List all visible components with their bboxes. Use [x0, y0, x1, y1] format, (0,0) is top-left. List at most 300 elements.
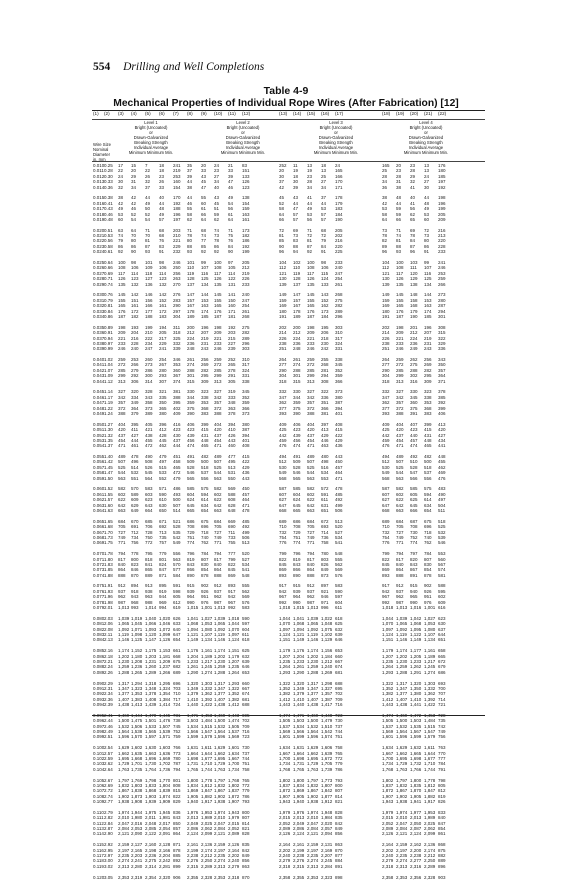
- table-cell: 107: [201, 265, 209, 271]
- table-cell: 327: [396, 389, 404, 395]
- table-cell: 221: [118, 335, 126, 341]
- table-cell: 1,797: [214, 777, 226, 783]
- table-cell: 420: [214, 427, 222, 433]
- table-cell: 518: [424, 464, 432, 470]
- table-cell: 288: [187, 367, 195, 373]
- table-cell: 227: [228, 340, 236, 346]
- wire-size-in: 0.093: [93, 696, 105, 702]
- table-cell: 1,147: [145, 637, 157, 643]
- table-cell: 1,040: [145, 615, 157, 621]
- table-cell: 304: [173, 313, 181, 319]
- table-cell: 178: [187, 308, 195, 314]
- table-cell: 1,387: [321, 696, 333, 702]
- table-cell: 401: [335, 410, 343, 416]
- table-cell: 1,905: [187, 793, 199, 799]
- table-cell: 368: [201, 405, 209, 411]
- table-cell: 796: [187, 551, 195, 557]
- group-header-line: Breaking Strength: [134, 140, 168, 145]
- table-cell: 2,047: [118, 820, 130, 826]
- table-cell: 124: [321, 276, 329, 282]
- table-cell: 1,382: [228, 696, 240, 702]
- table-cell: 30: [293, 179, 299, 185]
- table-cell: 1,538: [131, 729, 143, 735]
- table-cell: 1,574: [321, 734, 333, 740]
- table-cell: 309: [424, 378, 432, 384]
- table-cell: 509: [187, 459, 195, 465]
- table-cell: 275: [242, 324, 250, 330]
- table-cell: 784: [201, 551, 209, 557]
- table-cell: 1,174: [396, 648, 408, 654]
- wire-size-mm: 0.53: [104, 233, 113, 239]
- table-cell: 822: [279, 556, 287, 562]
- table-cell: 1,471: [293, 712, 305, 718]
- wire-size-in: 0.013: [93, 179, 105, 185]
- table-cell: 255: [321, 357, 329, 363]
- table-cell: 2,121: [214, 831, 226, 837]
- table-cell: 765: [335, 750, 343, 756]
- table-cell: 212: [187, 330, 195, 336]
- table-cell: 1,474: [279, 712, 291, 718]
- table-cell: 233: [242, 281, 250, 287]
- table-cell: 285: [307, 367, 315, 373]
- column-number: (9): [201, 111, 207, 116]
- table-cell: 2,049: [293, 820, 305, 826]
- table-row: [93, 637, 485, 642]
- book-title: Drilling and Well Completions: [123, 61, 265, 73]
- table-cell: 309: [201, 378, 209, 384]
- table-cell: 718: [424, 529, 432, 535]
- table-cell: 639: [242, 658, 250, 664]
- table-cell: 1,392: [424, 696, 436, 702]
- table-cell: 939: [293, 588, 301, 594]
- table-cell: 2,010: [118, 815, 130, 821]
- table-cell: 779: [335, 761, 343, 767]
- table-cell: 93: [145, 249, 151, 255]
- wire-size-in: 0.089: [93, 669, 105, 675]
- wire-size-mm: 2.06: [104, 621, 113, 627]
- table-cell: 387: [335, 400, 343, 406]
- table-cell: 690: [228, 524, 236, 530]
- table-cell: 313: [118, 378, 126, 384]
- table-cell: 1,596: [118, 734, 130, 740]
- table-cell: 360: [410, 400, 418, 406]
- table-cell: 700: [438, 685, 446, 691]
- table-cell: 462: [438, 464, 446, 470]
- table-cell: 1,567: [410, 729, 422, 735]
- table-cell: 249: [410, 346, 418, 352]
- table-cell: 650: [159, 508, 167, 513]
- table-cell: 693: [438, 680, 446, 686]
- table-cell: 301: [438, 313, 446, 319]
- table-cell: 2,240: [279, 853, 291, 858]
- table-cell: 2,159: [118, 842, 130, 848]
- wire-size-in: 0.066: [93, 524, 105, 530]
- table-cell: 1,324: [159, 685, 171, 691]
- table-cell: 2,212: [424, 853, 436, 858]
- table-cell: 864: [396, 567, 404, 573]
- table-cell: 394: [228, 421, 236, 427]
- table-cell: 2,126: [228, 842, 240, 848]
- table-cell: 66: [396, 216, 402, 222]
- table-cell: 315: [438, 330, 446, 336]
- table-cell: 1,778: [424, 777, 436, 783]
- table-cell: 1,768: [382, 766, 394, 772]
- table-cell: 226: [382, 335, 390, 341]
- table-cell: 192: [173, 200, 181, 206]
- table-cell: 491: [293, 454, 301, 460]
- table-cell: 177: [145, 308, 153, 314]
- table-cell: 247: [242, 297, 250, 303]
- table-cell: 1,542: [321, 729, 333, 735]
- table-cell: 214: [279, 330, 287, 336]
- table-cell: 451: [173, 454, 181, 460]
- table-cell: 40: [159, 195, 165, 201]
- table-cell: 826: [321, 561, 329, 567]
- table-cell: 863: [242, 863, 250, 869]
- table-cell: 421: [145, 427, 153, 433]
- wire-size-in: 0.069: [93, 540, 105, 546]
- table-cell: 176: [438, 163, 446, 168]
- wire-size-in: 0.088: [93, 664, 105, 670]
- table-cell: 962: [307, 594, 315, 600]
- table-cell: 220: [335, 243, 343, 249]
- table-cell: 1,288: [396, 669, 408, 675]
- table-cell: 13: [321, 168, 327, 174]
- table-cell: 454: [214, 437, 222, 443]
- table-cell: 724: [173, 702, 181, 708]
- wire-size-mm: 2.21: [104, 658, 113, 664]
- wire-size-mm: 0.46: [104, 211, 113, 217]
- wire-size-mm: 1.14: [104, 389, 113, 395]
- table-cell: 627: [279, 497, 287, 503]
- table-cell: 262: [410, 357, 418, 363]
- table-cell: 1,872: [382, 788, 394, 794]
- table-cell: 840: [214, 561, 222, 567]
- wire-size-mm: 0.84: [104, 308, 113, 314]
- table-cell: 2,202: [228, 853, 240, 858]
- table-cell: 1,119: [118, 631, 129, 637]
- wire-size-mm: 1.42: [104, 459, 113, 465]
- table-cell: 1,070: [279, 621, 291, 627]
- table-cell: 992: [228, 605, 236, 611]
- table-cell: 2,238: [187, 853, 199, 858]
- table-cell: 2,358: [382, 874, 394, 880]
- table-cell: 779: [242, 788, 250, 794]
- table-cell: 2,202: [382, 847, 394, 853]
- table-cell: 338: [424, 394, 432, 400]
- table-cell: 899: [173, 863, 181, 869]
- table-cell: 808: [173, 782, 181, 788]
- table-cell: 1,602: [131, 745, 143, 751]
- table-cell: 653: [242, 669, 250, 675]
- table-cell: 1,417: [321, 702, 333, 708]
- table-cell: 388: [396, 410, 404, 416]
- table-cell: 1,259: [118, 664, 130, 670]
- table-cell: 2,242: [159, 858, 171, 864]
- table-cell: 374: [173, 378, 181, 384]
- table-cell: 272: [118, 362, 126, 368]
- table-cell: 516: [321, 464, 329, 470]
- table-cell: 78: [187, 233, 193, 239]
- table-cell: 1,317: [307, 680, 319, 686]
- table-cell: 219: [242, 270, 250, 276]
- table-cell: 129: [410, 276, 418, 282]
- table-cell: 34: [307, 184, 313, 190]
- table-cell: 324: [242, 367, 250, 373]
- table-cell: 1,943: [228, 809, 240, 815]
- group-header-line: or: [424, 130, 428, 135]
- table-cell: 1,151: [228, 648, 240, 654]
- table-cell: 1,601: [228, 745, 240, 751]
- table-cell: 135: [214, 281, 222, 287]
- table-cell: 1,320: [293, 680, 305, 686]
- table-cell: 2,279: [279, 858, 291, 864]
- table-cell: 878: [201, 572, 209, 578]
- wire-size-in: 0.096: [93, 718, 105, 724]
- table-cell: 79: [118, 238, 124, 244]
- table-cell: 219: [201, 335, 209, 341]
- table-cell: 622: [396, 497, 404, 503]
- table-cell: 345: [410, 394, 418, 400]
- table-cell: 161: [131, 303, 139, 309]
- table-cell: 1,798: [145, 777, 157, 783]
- table-cell: 54: [145, 216, 151, 222]
- table-cell: 794: [396, 551, 404, 557]
- table-cell: 114: [228, 270, 236, 276]
- table-cell: 359: [335, 373, 343, 379]
- table-cell: 1,293: [228, 680, 240, 686]
- table-cell: 204: [131, 330, 139, 336]
- table-cell: 310: [335, 330, 343, 336]
- table-cell: 686: [187, 518, 195, 524]
- wire-size-in: 0.048: [93, 405, 105, 411]
- table-cell: 727: [214, 529, 222, 535]
- table-cell: 898: [335, 874, 343, 880]
- table-cell: 556: [424, 475, 432, 481]
- table-cell: 2,122: [145, 831, 157, 837]
- table-cell: 1,204: [293, 653, 305, 659]
- wire-size-in: 0.015: [93, 195, 105, 201]
- table-cell: 549: [173, 540, 181, 546]
- table-cell: 1,800: [293, 777, 305, 783]
- table-cell: 216: [438, 227, 446, 233]
- table-cell: 2,089: [228, 831, 240, 837]
- table-cell: 841: [145, 561, 153, 567]
- table-cell: 15: [131, 163, 137, 168]
- table-cell: 387: [242, 427, 250, 433]
- table-cell: 233: [335, 260, 343, 266]
- table-cell: 1,812: [424, 782, 436, 788]
- table-cell: 1,392: [201, 696, 213, 702]
- table-row: [93, 767, 485, 772]
- wire-size-mm: 2.51: [104, 734, 113, 740]
- table-cell: 497: [438, 497, 446, 503]
- table-cell: 23: [214, 168, 220, 174]
- table-cell: 18: [159, 163, 165, 168]
- table-cell: 869: [228, 572, 236, 578]
- table-cell: 597: [335, 594, 343, 600]
- table-cell: 96: [279, 249, 285, 255]
- table-cell: 2,128: [159, 842, 171, 848]
- table-cell: 472: [145, 443, 153, 449]
- table-cell: 346: [173, 357, 181, 363]
- table-cell: 372: [396, 405, 404, 411]
- table-cell: 992: [279, 599, 287, 605]
- wire-size-in: 0.060: [93, 486, 105, 492]
- table-cell: 1,303: [201, 680, 213, 686]
- table-cell: 88: [187, 243, 193, 249]
- table-cell: 158: [410, 297, 418, 303]
- table-cell: 1,877: [321, 793, 333, 799]
- table-cell: 1,176: [187, 648, 199, 654]
- table-cell: 631: [321, 502, 329, 508]
- wire-size-mm: 1.40: [104, 454, 113, 460]
- table-cell: 291: [228, 373, 236, 379]
- table-cell: 2,057: [321, 826, 333, 832]
- table-cell: 507: [307, 459, 315, 465]
- table-cell: 884: [335, 858, 343, 864]
- table-cell: 856: [242, 858, 250, 864]
- table-cell: 1,939: [145, 799, 157, 805]
- table-cell: 405: [145, 421, 153, 427]
- table-cell: 1,569: [382, 729, 394, 735]
- table-cell: 68: [159, 227, 165, 233]
- table-cell: 815: [173, 788, 181, 794]
- table-cell: 1,124: [228, 637, 240, 643]
- table-cell: 1,146: [118, 637, 130, 643]
- table-cell: 614: [424, 497, 432, 503]
- table-cell: 1,710: [201, 761, 213, 767]
- table-cell: 843: [293, 561, 301, 567]
- table-cell: 1,274: [201, 669, 213, 675]
- table-cell: 96: [382, 249, 388, 255]
- table-cell: 1,907: [228, 799, 240, 805]
- table-cell: 971: [321, 599, 329, 605]
- table-cell: 236: [410, 340, 418, 346]
- table-cell: 566: [410, 475, 418, 481]
- table-cell: 126: [307, 276, 315, 282]
- wire-size-mm: 3.05: [104, 874, 113, 880]
- table-cell: 532: [131, 470, 139, 476]
- table-cell: 1,763: [214, 766, 226, 772]
- table-cell: 73: [424, 233, 430, 239]
- wire-size-mm: 0.66: [104, 265, 113, 271]
- table-cell: 482: [201, 454, 209, 460]
- table-cell: 576: [335, 572, 343, 578]
- wire-size-mm: 0.74: [104, 281, 113, 287]
- table-cell: 142: [159, 292, 167, 298]
- wire-size-mm: 0.97: [104, 340, 113, 346]
- table-cell: 1,259: [214, 664, 226, 670]
- table-cell: 44: [187, 179, 193, 185]
- table-cell: 500: [201, 459, 209, 465]
- table-cell: 24: [118, 173, 124, 179]
- table-cell: 562: [335, 561, 343, 567]
- table-cell: 681: [242, 696, 250, 702]
- table-cell: 658: [438, 648, 446, 654]
- table-cell: 1,217: [424, 658, 436, 664]
- table-cell: 518: [438, 518, 446, 524]
- table-cell: 875: [438, 847, 446, 853]
- table-cell: 647: [173, 631, 181, 637]
- table-cell: 436: [335, 443, 343, 449]
- table-cell: 902: [201, 583, 209, 589]
- table-cell: 65: [410, 216, 416, 222]
- table-cell: 1,233: [293, 658, 305, 664]
- table-cell: 612: [173, 599, 181, 605]
- table-cell: 108: [214, 265, 222, 271]
- table-cell: 58: [382, 211, 388, 217]
- table-cell: 870: [242, 874, 250, 880]
- table-cell: 252: [279, 163, 287, 168]
- table-cell: 1,912: [321, 799, 333, 805]
- table-cell: 1,120: [145, 631, 157, 637]
- table-cell: 749: [214, 534, 222, 540]
- table-cell: 1,290: [293, 669, 305, 675]
- table-cell: 850: [173, 820, 181, 826]
- table-row: [93, 670, 485, 675]
- table-cell: 632: [242, 653, 250, 659]
- table-cell: 1,362: [201, 691, 213, 697]
- table-cell: 1,882: [424, 793, 436, 799]
- table-cell: 1,476: [159, 718, 171, 724]
- table-cell: 1,837: [279, 782, 291, 788]
- table-cell: 821: [242, 826, 250, 832]
- table-cell: 1,048: [321, 621, 333, 627]
- table-cell: 279: [131, 367, 139, 373]
- wire-size-mm: 0.48: [104, 216, 113, 222]
- table-cell: 308: [321, 378, 329, 384]
- table-cell: 864: [214, 567, 222, 573]
- table-cell: 154: [173, 184, 181, 190]
- table-cell: 2,353: [214, 874, 226, 880]
- table-cell: 49: [424, 206, 430, 212]
- table-cell: 482: [424, 454, 432, 460]
- table-cell: 1,797: [396, 777, 408, 783]
- table-cell: 1,874: [159, 793, 171, 799]
- table-cell: 2,354: [145, 874, 157, 880]
- table-cell: 1,667: [382, 750, 394, 756]
- table-cell: 645: [293, 502, 301, 508]
- table-cell: 824: [159, 561, 167, 567]
- table-cell: 504: [438, 502, 446, 508]
- table-cell: 553: [321, 475, 329, 481]
- table-cell: 1,665: [410, 750, 422, 756]
- table-cell: 225: [335, 249, 343, 255]
- wire-size-mm: 2.26: [104, 669, 113, 675]
- table-cell: 32: [145, 179, 151, 185]
- table-cell: 20: [279, 168, 285, 174]
- table-cell: 1,274: [424, 669, 436, 675]
- table-cell: 669: [228, 518, 236, 524]
- table-cell: 2,099: [201, 831, 213, 837]
- table-cell: 996: [321, 605, 329, 611]
- table-cell: 1,803: [131, 782, 143, 788]
- table-cell: 406: [187, 421, 195, 427]
- wire-size-mm: 2.54: [104, 745, 113, 751]
- table-cell: 397: [321, 421, 329, 427]
- table-cell: 637: [438, 626, 446, 632]
- table-cell: 2,050: [410, 820, 422, 826]
- wire-size-in: 0.045: [93, 389, 105, 395]
- table-cell: 877: [335, 853, 343, 858]
- table-cell: 1,382: [279, 691, 291, 697]
- group-header-line: Minimum Minimum Min.: [220, 150, 266, 155]
- table-cell: 668: [382, 508, 390, 513]
- table-cell: 696: [173, 680, 181, 686]
- table-cell: 752: [410, 534, 418, 540]
- table-cell: 1,639: [321, 750, 333, 756]
